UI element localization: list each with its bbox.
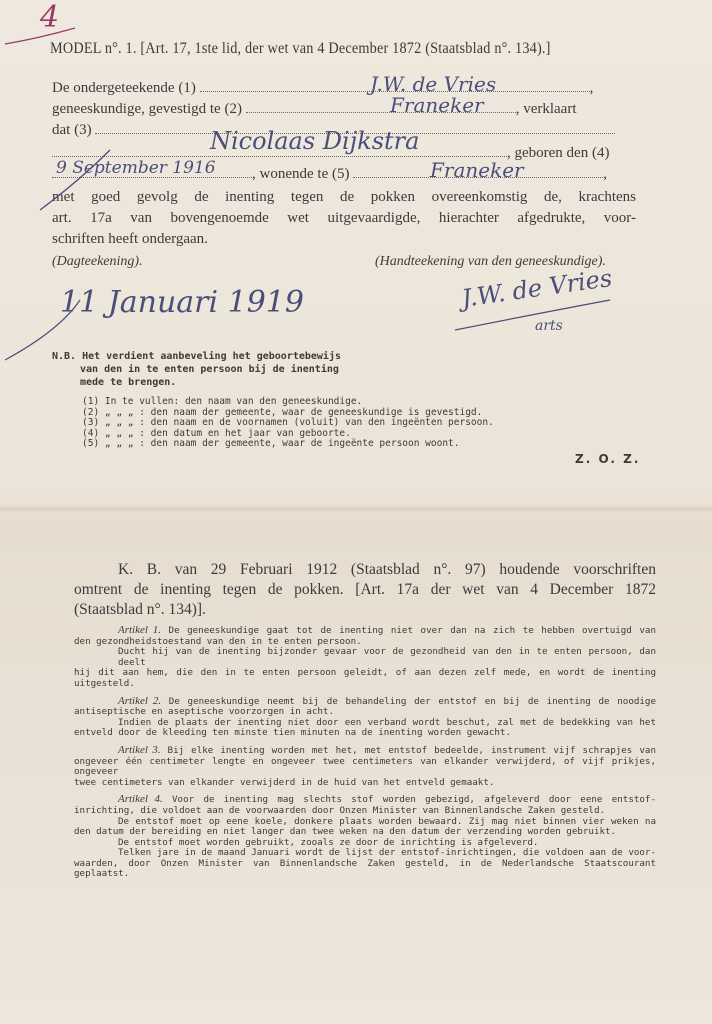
nb-line-1: N.B. Het verdient aanbeveling het geboortebewijs bbox=[52, 351, 341, 362]
hw-signature-sub: arts bbox=[535, 318, 563, 334]
note-item: (2) „ „ „ : den naam der gemeente, waar de geneeskundige is gevestigd. bbox=[82, 406, 483, 418]
hw-physician: J.W. de Vries bbox=[370, 72, 497, 96]
note-item: (5) „ „ „ : den naam der gemeente, waar de ingeënte persoon woont. bbox=[82, 438, 460, 449]
kb-line-1: K. B. van 29 Februari 1912 (Staatsblad n°. 97) houdende voorschriften bbox=[118, 561, 656, 578]
article-2: Artikel 2. De geneeskundige neemt bij de behandeling der entstof en bij de inenting de noodige antiseptische en aseptische voorzorgen in acht. Indien de plaats der inenting niet door een verband wordt beschut, zal met de bedekking van het entveld door de kleeding ten minste tien minuten na de inenting worden gewacht. bbox=[74, 694, 656, 739]
line1-label: De ondergeteekende (1) bbox=[52, 80, 196, 96]
nb-line-2: van den in te enten persoon bij de inenting bbox=[80, 364, 339, 375]
article-3-title: Artikel 3. bbox=[118, 743, 161, 756]
article-3: Artikel 3. Bij elke inenting worden met het, met entstof bedeelde, instrument vijf schrapjes van ongeveer één centimeter lengte en ongeveer twee centimeters van elkander verwijderd, of vijf prikjes, ongeveer twee centimeters van elkander verwijderd in de huid van het entveld gemaakt. bbox=[74, 743, 656, 788]
paper-fold bbox=[0, 505, 712, 513]
caption-date: (Dagteekening). bbox=[52, 254, 143, 269]
article-1-title: Artikel 1. bbox=[118, 624, 161, 636]
hw-date: 11 Januari 1919 bbox=[60, 285, 304, 320]
article-1: Artikel 1. De geneeskundige gaat tot de inenting niet over dan na zich te hebben overtuigd van den gezondheidstoestand van den in te enten persoon. Ducht hij van de inenting bijzonder gevaar voor de gezondheid van den in te enten persoon, dan deelt hij dit aan hem, die den in te enten persoon geleidt, of aan dezen zelf mede, en wordt de inenting uitgesteld. bbox=[74, 624, 656, 689]
article-4-title: Artikel 4. bbox=[118, 793, 163, 806]
article-2-title: Artikel 2. bbox=[118, 694, 162, 707]
form-line-2 bbox=[52, 101, 636, 118]
kb-title bbox=[74, 560, 656, 620]
line5-mid: , wonende te (5) bbox=[252, 166, 350, 182]
note-item: (1) In te vullen: den naam van den geneeskundige. bbox=[82, 396, 363, 407]
note-item: (4) „ „ „ : den datum en het jaar van geboorte. bbox=[82, 427, 351, 439]
handwriting-strokes bbox=[0, 120, 712, 370]
article-4: Artikel 4. Voor de inenting mag slechts stof worden gebezigd, afgeleverd door eene entstof- inrichting, die voldoet aan de voorwaarden door Onzen Minister van Binnenlandsche Zaken gesteld. De entstof moet op eene koele, donkere plaats worden bewaard. Zij mag niet binnen vier weken na den datum der bereiding en niet langer dan twee weken na den datum der verzending worden gebruikt. De entstof moet worden gebruikt, zooals ze door de inrichting is afgeleverd. Telken jare in de maand Januari wordt de lijst der entstof-inrichtingen, die voldoen aan de voor- waarden, door Onzen Minister van Binnenlandsche Zaken gesteld, in de Nederlandsche Staatscourant geplaatst. bbox=[74, 793, 656, 880]
zoz-label: Z. O. Z. bbox=[575, 452, 641, 466]
hw-place-physician: Franeker bbox=[390, 93, 484, 117]
kb-line-3: (Staatsblad n°. 134)]. bbox=[74, 601, 206, 618]
line3-label: dat (3) bbox=[52, 122, 92, 138]
nb-note bbox=[52, 350, 341, 389]
caption-signature: (Handteekening van den geneeskundige). bbox=[375, 254, 606, 269]
hw-residence: Franeker bbox=[430, 158, 524, 182]
line4-mid: , geboren den (4) bbox=[507, 145, 610, 161]
hw-person: Nicolaas Dijkstra bbox=[210, 127, 420, 155]
fill-in-notes bbox=[82, 397, 494, 450]
articles bbox=[74, 625, 656, 886]
body-line-2: art. 17a van bovengenoemde wet uitgevaardigde, hierachter afgedrukte, voor- bbox=[52, 210, 636, 226]
body-line-3: schriften heeft ondergaan. bbox=[52, 231, 208, 247]
line2-end: , verklaart bbox=[515, 101, 577, 117]
hw-signature: J.W. de Vries bbox=[460, 263, 614, 313]
hw-birth-date: 9 September 1916 bbox=[56, 158, 216, 178]
form-line-1: De ondergeteekende (1) , bbox=[52, 80, 594, 96]
note-item: (3) „ „ „ : den naam en de voornamen (voluit) van den ingeënten persoon. bbox=[82, 417, 494, 428]
nb-line-3: mede te brengen. bbox=[80, 377, 177, 388]
line2-label: geneeskundige, gevestigd te (2) bbox=[52, 101, 242, 117]
kb-line-2: omtrent de inenting tegen de pokken. [Art. 17a der wet van 4 December 1872 bbox=[74, 581, 656, 598]
corner-number: 4 bbox=[40, 0, 60, 35]
form-line-5: , wonende te (5) , bbox=[52, 166, 636, 183]
body-line-1: met goed gevolg de inenting tegen de pokken overeenkomstig de, krachtens bbox=[52, 189, 636, 205]
model-header: MODEL n°. 1. [Art. 17, 1ste lid, der wet van 4 December 1872 (Staatsblad n°. 134).] bbox=[50, 40, 551, 57]
